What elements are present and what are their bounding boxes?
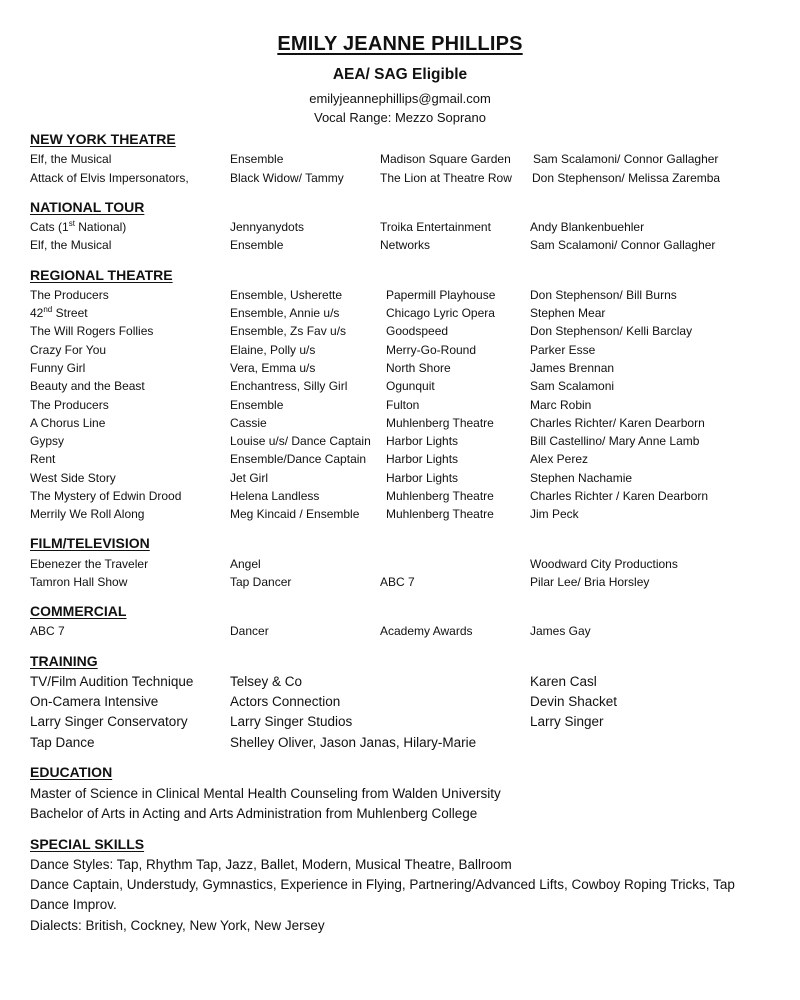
training-teacher: Karen Casl [530,674,597,689]
section-title-new-york-theatre: NEW YORK THEATRE [30,131,176,147]
credit-venue: Muhlenberg Theatre [386,416,494,430]
credit-show: Merrily We Roll Along [30,507,145,521]
training-course: On-Camera Intensive [30,694,159,709]
credit-role: Black Widow/ Tammy [230,171,344,185]
credit-show: ABC 7 [30,624,65,638]
credit-role: Louise u/s/ Dance Captain [230,434,371,448]
credit-venue: Academy Awards [380,624,473,638]
credit-director: Alex Perez [530,452,589,466]
credit-venue: Muhlenberg Theatre [386,507,494,521]
credit-director: Marc Robin [530,398,592,412]
credit-row [0,152,800,170]
credit-director: Charles Richter / Karen Dearborn [530,489,709,503]
credit-venue: Ogunquit [386,379,435,393]
credit-role: Enchantress, Silly Girl [230,379,348,393]
skills-line: Dialects: British, Cockney, New York, New Jersey [30,918,325,933]
credit-director: Sam Scalamoni/ Connor Gallagher [530,238,716,252]
credit-row [0,343,800,361]
skills-line: Dance Improv. [30,897,117,912]
credit-venue: Goodspeed [386,324,449,338]
credit-venue: Fulton [386,398,420,412]
credit-row [0,452,800,470]
credit-venue: Troika Entertainment [380,220,491,234]
show-text-pre: Cats (1 [30,220,69,234]
union-status: AEA/ SAG Eligible [332,66,468,83]
credit-show: The Producers [30,288,109,302]
credit-show: Beauty and the Beast [30,379,145,393]
credit-role: Angel [230,557,261,571]
credit-row [0,416,800,434]
credit-director: Don Stephenson/ Kelli Barclay [530,324,693,338]
section-title-national-tour: NATIONAL TOUR [30,199,145,215]
credit-show: Crazy For You [30,343,107,357]
training-school: Larry Singer Studios [230,714,353,729]
credit-row [0,288,800,306]
credit-role: Jennyanydots [230,220,305,234]
credit-row [0,398,800,416]
training-teacher: Larry Singer [530,714,604,729]
credit-role: Cassie [230,416,267,430]
credit-venue: Chicago Lyric Opera [386,306,495,320]
credit-show: A Chorus Line [30,416,106,430]
section-title-commercial: COMMERCIAL [30,603,127,619]
skills-line: Dance Styles: Tap, Rhythm Tap, Jazz, Ballet, Modern, Musical Theatre, Ballroom [30,857,512,872]
credit-director: Charles Richter/ Karen Dearborn [530,416,705,430]
credit-row [0,575,800,593]
credit-director: Don Stephenson/ Bill Burns [530,288,677,302]
credit-role: Dancer [230,624,269,638]
education-line: Bachelor of Arts in Acting and Arts Administration from Muhlenberg College [30,806,478,821]
credit-role: Ensemble/Dance Captain [230,452,367,466]
credit-row [0,489,800,507]
credit-row [0,238,800,256]
credit-venue: ABC 7 [380,575,415,589]
training-school: Shelley Oliver, Jason Janas, Hilary-Marie [230,735,477,750]
credit-show: The Will Rogers Follies [30,324,154,338]
credit-show: Attack of Elvis Impersonators, [30,171,189,185]
training-school: Actors Connection [230,694,341,709]
credit-venue: The Lion at Theatre Row [380,171,512,185]
credit-director: Stephen Nachamie [530,471,633,485]
credit-venue: Papermill Playhouse [386,288,496,302]
email-address: emilyjeannephillips@gmail.com [309,91,491,106]
show-text-post: Street [52,306,88,320]
credit-director: Sam Scalamoni [530,379,615,393]
credit-director: Sam Scalamoni/ Connor Gallagher [533,152,719,166]
credit-director: Woodward City Productions [530,557,678,571]
credit-director: Don Stephenson/ Melissa Zaremba [532,171,721,185]
section-title-film-television: FILM/TELEVISION [30,535,150,551]
credit-venue: Harbor Lights [386,452,459,466]
credit-row [0,507,800,525]
credit-show: Elf, the Musical [30,238,112,252]
training-course: Tap Dance [30,735,95,750]
credit-row [0,171,800,189]
credit-director: Parker Esse [530,343,596,357]
credit-director: Jim Peck [530,507,579,521]
credit-row [0,324,800,342]
credit-row [0,471,800,489]
credit-director: Andy Blankenbuehler [530,220,645,234]
credit-role: Jet Girl [230,471,269,485]
credit-show: Gypsy [30,434,65,448]
education-line: Master of Science in Clinical Mental Health Counseling from Walden University [30,786,501,801]
credit-role: Meg Kincaid / Ensemble [230,507,360,521]
credit-venue: Madison Square Garden [380,152,511,166]
credit-show: The Producers [30,398,109,412]
credit-row [0,379,800,397]
section-title-regional-theatre: REGIONAL THEATRE [30,267,173,283]
training-teacher: Devin Shacket [530,694,618,709]
ordinal-suffix: nd [43,305,53,314]
credit-director: Bill Castellino/ Mary Anne Lamb [530,434,700,448]
credit-role: Ensemble, Usherette [230,288,343,302]
credit-role: Ensemble [230,398,284,412]
credit-role: Helena Landless [230,489,320,503]
vocal-range: Vocal Range: Mezzo Soprano [314,110,486,125]
ordinal-suffix: st [68,219,75,228]
training-course: Larry Singer Conservatory [30,714,188,729]
training-school: Telsey & Co [230,674,303,689]
credit-show: The Mystery of Edwin Drood [30,489,182,503]
credit-director: James Gay [530,624,591,638]
skills-line: Dance Captain, Understudy, Gymnastics, Experience in Flying, Partnering/Advanced Lifts, Cowboy Roping Tricks, Tap [30,877,735,892]
credit-director: Stephen Mear [530,306,606,320]
section-title-training: TRAINING [30,653,98,669]
credit-venue: Harbor Lights [386,471,459,485]
credit-role: Tap Dancer [230,575,292,589]
credit-role: Ensemble, Annie u/s [230,306,340,320]
credit-role: Ensemble [230,152,284,166]
credit-role: Ensemble, Zs Fav u/s [230,324,347,338]
credit-row [0,361,800,379]
credit-show: Rent [30,452,56,466]
show-text-pre: 42 [30,306,44,320]
section-title-special-skills: SPECIAL SKILLS [30,836,145,852]
credit-row [0,624,800,642]
credit-row [0,220,800,238]
credit-show: West Side Story [30,471,116,485]
credit-venue: Harbor Lights [386,434,459,448]
credit-venue: Muhlenberg Theatre [386,489,494,503]
credit-role: Vera, Emma u/s [230,361,316,375]
section-title-education: EDUCATION [30,764,113,780]
credit-show: Funny Girl [30,361,86,375]
credit-venue: Networks [380,238,431,252]
credit-role: Ensemble [230,238,284,252]
credit-venue: North Shore [386,361,451,375]
actor-name: EMILY JEANNE PHILLIPS [277,33,523,55]
credit-show [30,220,126,234]
credit-row [0,306,800,324]
credit-show: Tamron Hall Show [30,575,128,589]
credit-venue: Merry-Go-Round [386,343,477,357]
show-text-post: National) [74,220,127,234]
credit-show: Elf, the Musical [30,152,112,166]
credit-director: Pilar Lee/ Bria Horsley [530,575,650,589]
credit-row [0,557,800,575]
credit-show [30,306,88,320]
training-course: TV/Film Audition Technique [30,674,194,689]
credit-director: James Brennan [530,361,615,375]
credit-show: Ebenezer the Traveler [30,557,149,571]
credit-role: Elaine, Polly u/s [230,343,316,357]
credit-row [0,434,800,452]
